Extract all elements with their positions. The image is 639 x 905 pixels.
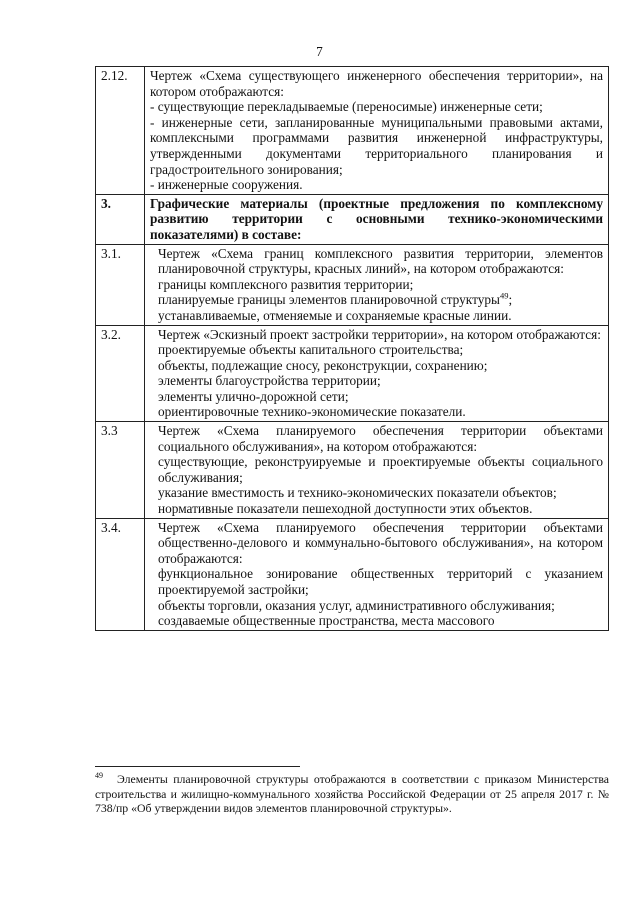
row-line-text: планируемые границы элементов планировочной структуры [158,292,500,308]
row-line-text: Чертеж «Схема планируемого обеспечения территории объектами социального обслуживания», на котором отображаются: [158,423,603,454]
row-line [150,358,603,374]
row-line [150,613,603,629]
footnote-reference: 49 [499,290,509,301]
row-line-text: устанавливаемые, отменяемые и сохраняемые красные линии. [158,307,512,323]
requirements-table [95,66,609,631]
row-content [145,518,609,630]
table-body [96,67,609,631]
row-line-text: Графические материалы (проектные предложения по комплексному развитию территории с основными технико-экономическими показателями) в составе: [150,195,603,242]
row-line [150,373,603,389]
row-number: 3.4. [96,518,145,630]
row-line [150,68,603,99]
row-line-text: элементы благоустройства территории; [158,373,381,389]
row-line [150,342,603,358]
row-line [150,99,603,115]
row-number: 3.3 [96,422,145,519]
row-line-text: существующие, реконструируемые и проектируемые объекты социального обслуживания; [158,454,603,485]
row-line [150,327,603,343]
row-content [145,244,609,325]
footnote-text: Элементы планировочной структуры отображаются в соответствии с приказом Министерства строительства и жилищно-коммунального хозяйства Российской Федерации от 25 апреля 2017 г. № 738/пр «Об утверждении видов элементов планировочной структуры». [95,772,609,815]
row-line-text: проектируемые объекты капитального строительства; [158,342,464,358]
footnote-mark: 49 [95,771,103,781]
row-line [150,598,603,614]
row-line [150,454,603,485]
row-line-text: объекты торговли, оказания услуг, административного обслуживания; [158,597,555,613]
row-line-text: границы комплексного развития территории; [158,276,414,292]
table-row [96,518,609,630]
row-content [145,67,609,195]
table-row [96,67,609,195]
row-line-text: - инженерные сети, запланированные муниципальными правовыми актами, комплексными программами развития инженерной инфраструктуры, утвержденными документами территориального планирования и градостроительного зонирования; [150,114,603,177]
row-line [150,566,603,597]
row-line-text: создаваемые общественные пространства, места массового [158,613,495,629]
row-content [145,325,609,422]
table-row [96,244,609,325]
row-line [150,308,603,324]
row-line-text: Чертеж «Схема существующего инженерного обеспечения территории», на котором отображаются: [150,68,603,99]
row-line [150,115,603,177]
row-line-text: Чертеж «Схема границ комплексного развития территории, элементов планировочной структуры, красных линий», на котором отображаются: [158,245,603,277]
row-line [150,196,603,243]
row-number: 3.2. [96,325,145,422]
table-row [96,325,609,422]
footnote-divider [95,766,300,767]
row-line [150,423,603,454]
row-line [150,501,603,517]
row-line-text: нормативные показатели пешеходной доступности этих объектов. [158,501,533,517]
row-line [150,292,603,308]
row-line-text: - существующие перекладываемые (переносимые) инженерные сети; [150,99,543,115]
row-content [145,422,609,519]
table-row [96,194,609,244]
row-line-text: Чертеж «Эскизный проект застройки территории», на котором отображаются: [158,326,601,342]
row-line [150,177,603,193]
row-line-text: функциональное зонирование общественных территорий с указанием проектируемой застройки; [158,566,603,597]
row-line-text: ориентировочные технико-экономические показатели. [158,404,466,420]
row-content [145,194,609,244]
table-row [96,422,609,519]
row-line [150,389,603,405]
row-number: 3.1. [96,244,145,325]
row-line [150,520,603,567]
punctuation: ; [508,292,513,308]
row-line [150,404,603,420]
row-line-text: элементы улично-дорожной сети; [158,388,349,404]
row-line [150,277,603,293]
row-line [150,485,603,501]
row-line-text: объекты, подлежащие сносу, реконструкции, сохранению; [158,357,488,373]
page-number: 7 [316,44,323,59]
row-line-text: указание вместимость и технико-экономических показатели объектов; [158,485,557,501]
row-number: 2.12. [96,67,145,195]
row-line-text: - инженерные сооружения. [150,177,303,193]
row-line [150,246,603,277]
footnote [95,772,609,816]
row-number: 3. [96,194,145,244]
row-line-text: Чертеж «Схема планируемого обеспечения территории объектами общественно-делового и коммунально-бытового обслуживания», на котором отображаются: [158,519,603,566]
